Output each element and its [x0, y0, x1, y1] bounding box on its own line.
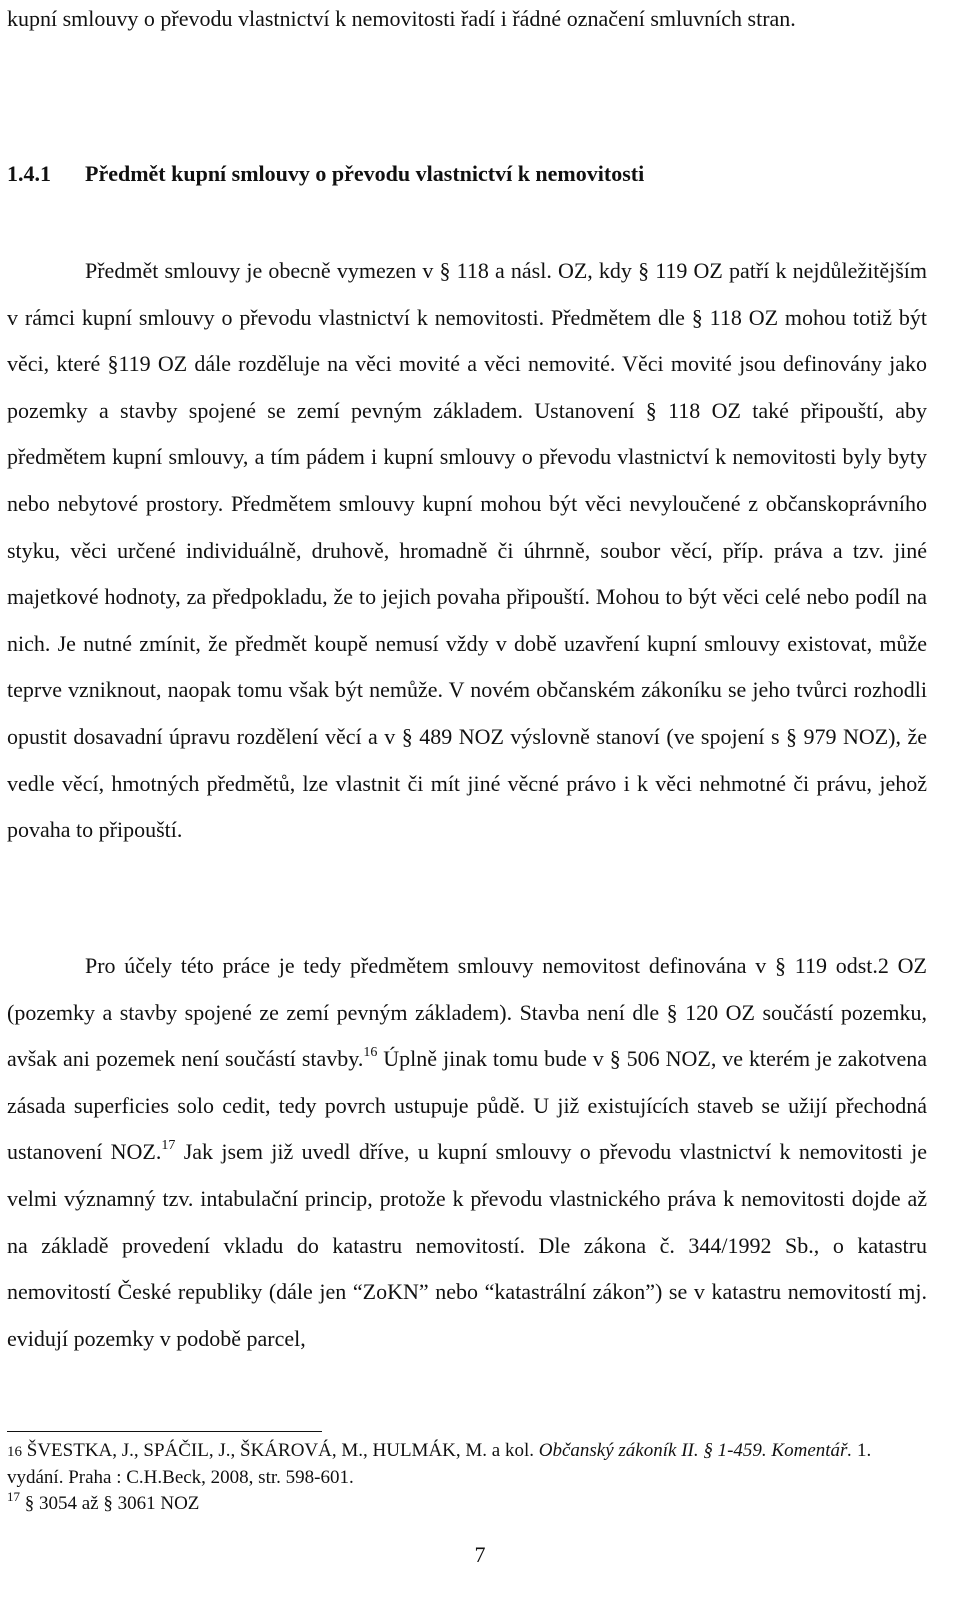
footnote-book-title: Občanský zákoník II. § 1-459. Komentář. — [538, 1440, 853, 1461]
document-page — [7, 0, 927, 1351]
footnotes — [7, 1438, 907, 1517]
paragraph-part: Pro účely této práce je tedy předmětem smlouvy nemovitost definována v § 119 odst.2 OZ (pozemky a stavby spojené ze zemí pevným základem). Stavba není dle § 120 OZ součástí pozemku, avšak ani pozemek není součástí stavby. — [7, 953, 927, 1072]
footnote-16 — [7, 1438, 907, 1491]
footnote-number: 16 — [7, 1444, 22, 1460]
footnote-number: 17 — [7, 1489, 20, 1504]
footnote-17 — [7, 1491, 907, 1517]
continued-paragraph: kupní smlouvy o převodu vlastnictví k nemovitosti řadí i řádné označení smluvních stran. — [7, 6, 796, 31]
footnote-divider — [7, 1431, 322, 1432]
section-heading — [7, 159, 644, 189]
footnote-text: ŠVESTKA, J., SPÁČIL, J., ŠKÁROVÁ, M., HULMÁK, M. a kol. — [22, 1440, 539, 1461]
paragraph-subject: Předmět smlouvy je obecně vymezen v § 118 a násl. OZ, kdy § 119 OZ patří k nejdůležitějším v rámci kupní smlouvy o převodu vlastnictví k nemovitosti. Předmětem dle § 118 OZ mohou totiž být věci, které §119 OZ dále rozděluje na věci movité a věci nemovité. Věci movité jsou definovány jako pozemky a stavby spojené se zemí pevným základem. Ustanovení § 118 OZ také připouští, aby předmětem kupní smlouvy, a tím pádem i kupní smlouvy o převodu vlastnictví k nemovitosti byly byty nebo nebytové prostory. Předmětem smlouvy kupní mohou být věci nevyloučené z občanskoprávního styku, věci určené individuálně, druhově, hromadně či úhrnně, soubor věcí, příp. práva a tzv. jiné majetkové hodnoty, za předpokladu, že to jejich povaha připouští. Mohou to být věci celé nebo podíl na nich. Je nutné zmínit, že předmět koupě nemusí vždy v době uzavření kupní smlouvy existovat, může teprve vzniknout, naopak tomu však být nemůže. V novém občanském zákoníku se jeho tvůrci rozhodli opustit dosavadní úpravu rozdělení věcí a v § 489 NOZ výslovně stanoví (ve spojení s § 979 NOZ), že vedle věcí, hmotných předmětů, lze vlastnit či mít jiné věcné právo i k věci nehmotné či právu, jehož povaha to připouští. — [7, 258, 927, 843]
page-number: 7 — [474, 1542, 486, 1567]
footnote-text: 1. vydání. Praha : C.H.Beck, 2008, str. 598-601. — [7, 1440, 872, 1488]
section-number: 1.4.1 — [7, 161, 51, 186]
paragraph-part: Úplně jinak tomu bude v § 506 NOZ, ve kterém je zakotvena zásada superficies solo cedit, tedy povrch ustupuje půdě. U již existujících staveb se užijí přechodná ustanovení NOZ. — [7, 1046, 927, 1165]
paragraph-purpose — [7, 943, 927, 1362]
footnote-ref-16[interactable]: 16 — [363, 1045, 378, 1061]
section-title: Předmět kupní smlouvy o převodu vlastnictví k nemovitosti — [85, 161, 645, 186]
footnote-text: § 3054 až § 3061 NOZ — [24, 1493, 200, 1514]
paragraph-part: Jak jsem již uvedl dříve, u kupní smlouvy o převodu vlastnictví k nemovitosti je velmi významný tzv. intabulační princip, protože k převodu vlastnického práva k nemovitosti dojde až na základě provedení vkladu do katastru nemovitostí. Dle zákona č. 344/1992 Sb., o katastru nemovitostí České republiky (dále jen “ZoKN” nebo “katastrální zákon”) se v katastru nemovitostí mj. evidují pozemky v podobě parcel, — [7, 1139, 927, 1351]
footnote-ref-17[interactable]: 17 — [161, 1138, 176, 1154]
